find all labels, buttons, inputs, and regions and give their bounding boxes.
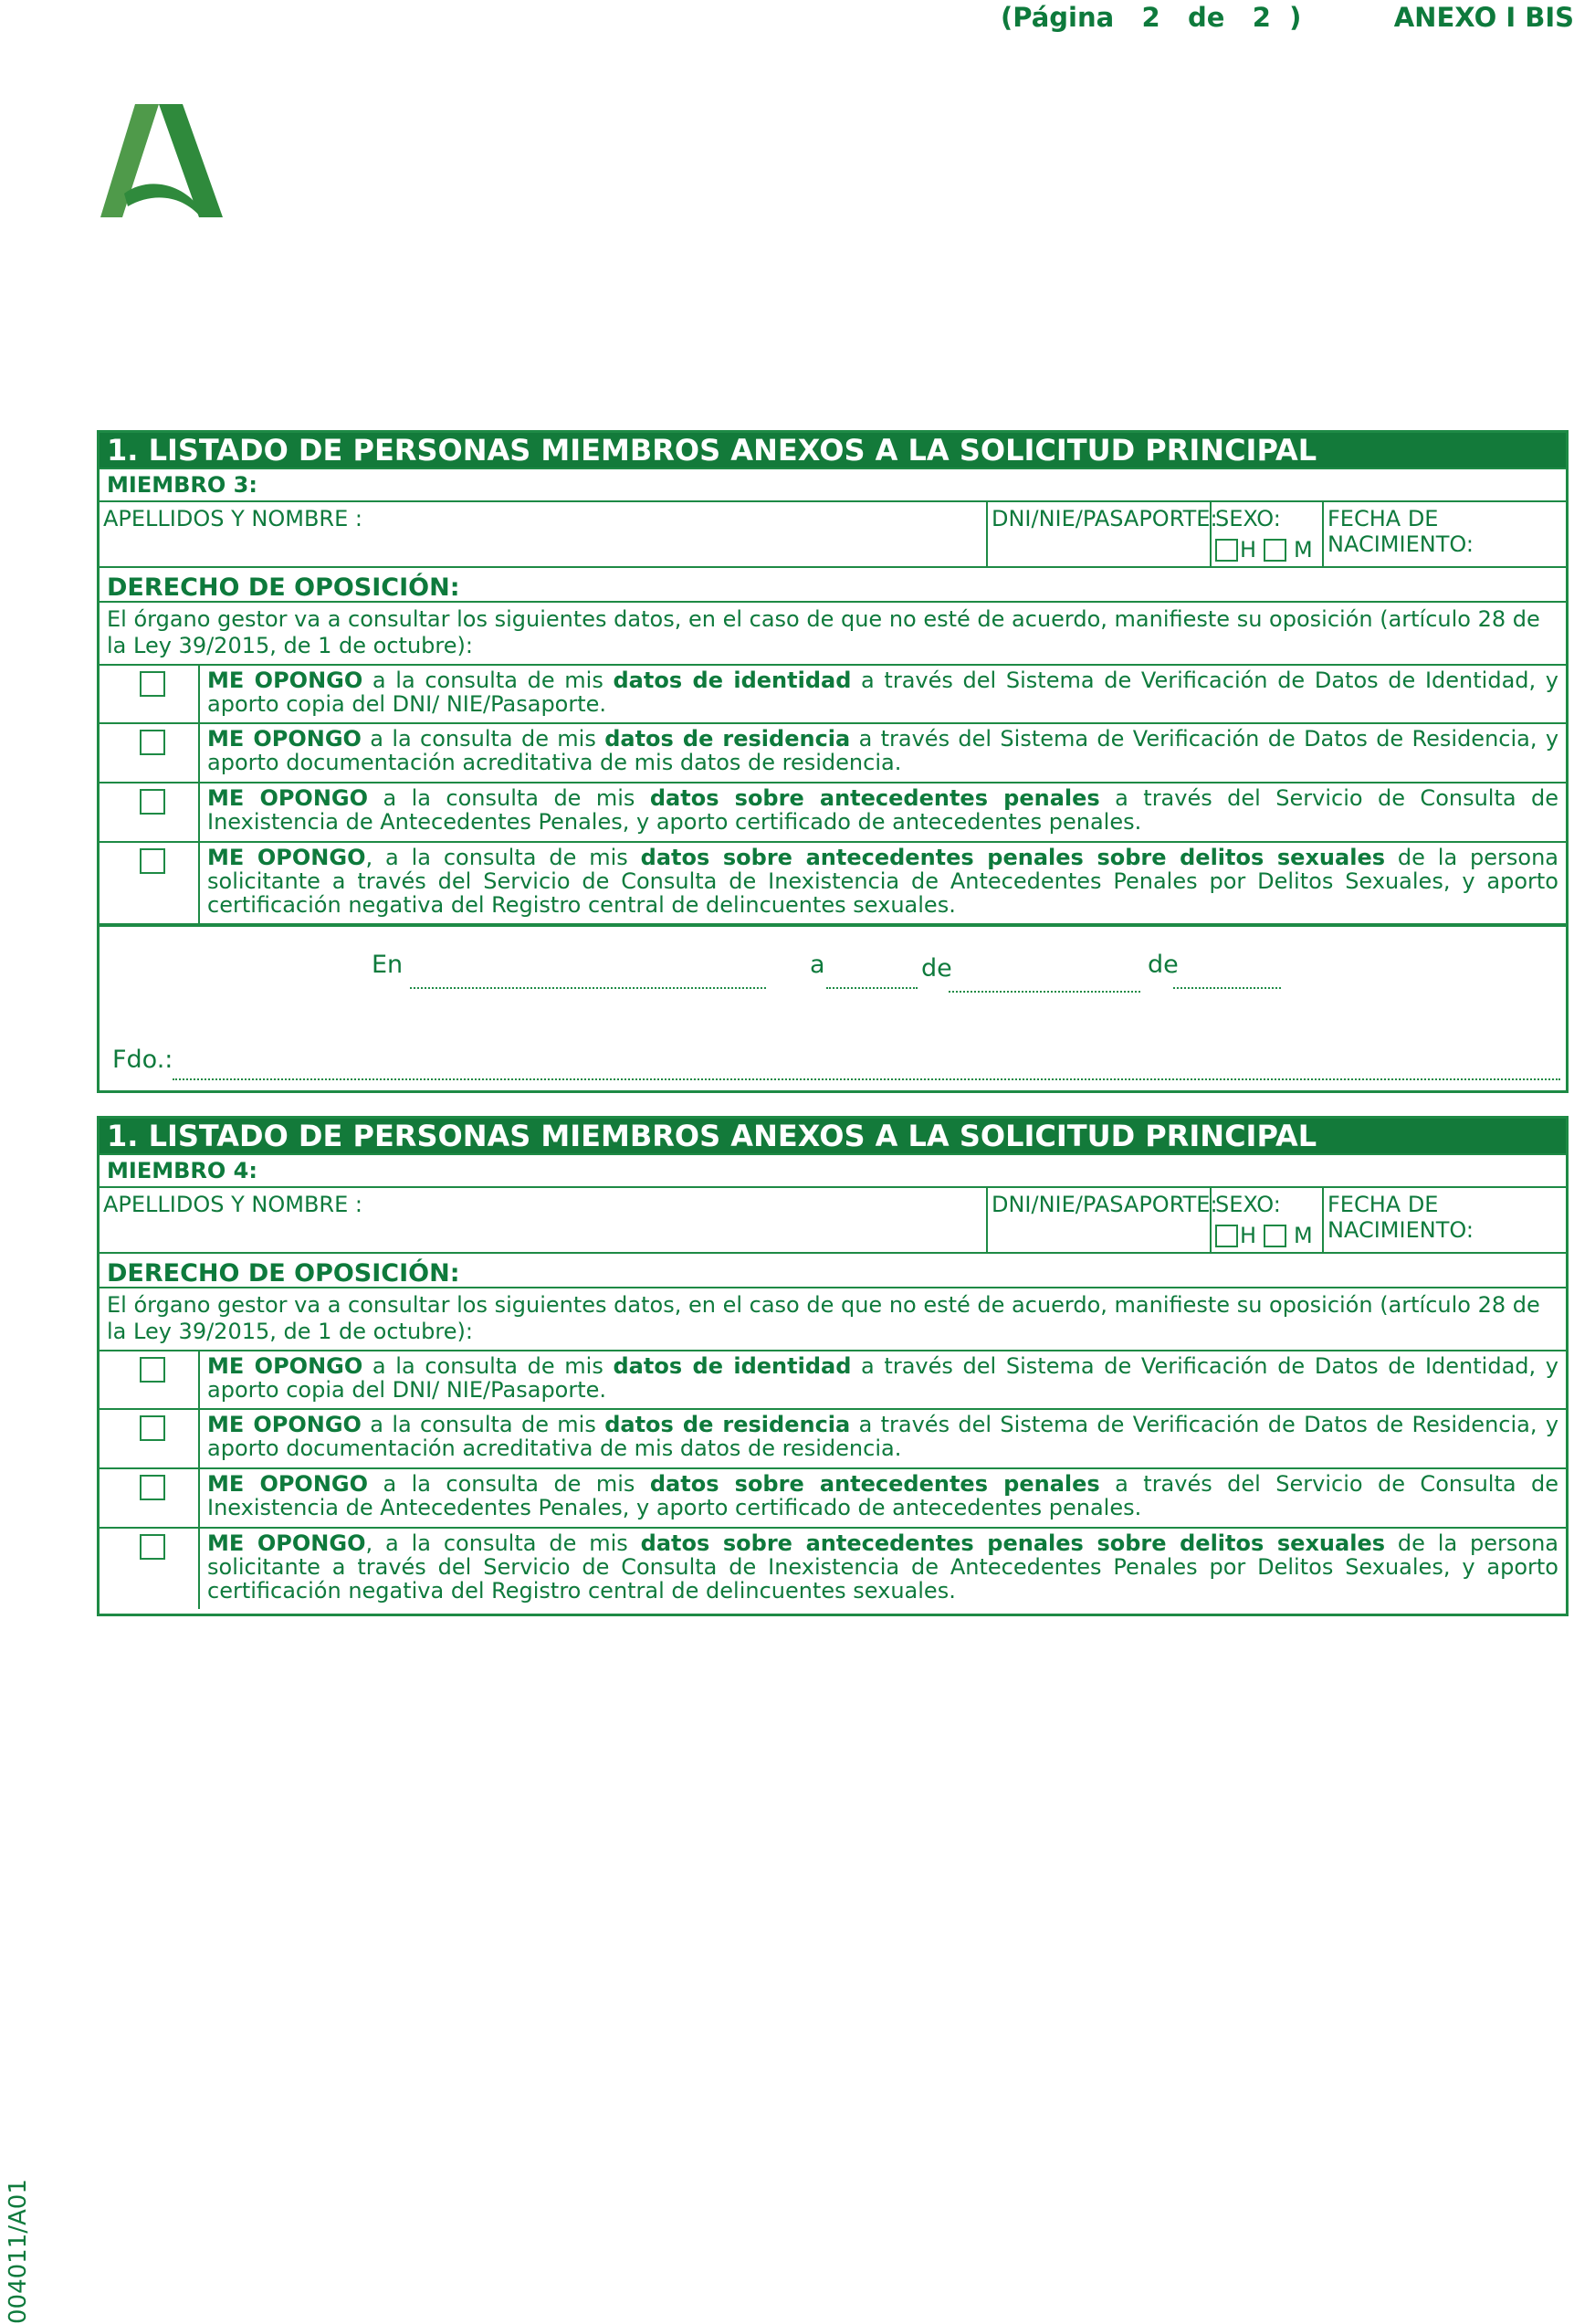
name-field[interactable]	[100, 502, 988, 566]
option-text	[200, 1469, 1566, 1527]
dni-label: DNI/NIE/PASAPORTE:	[992, 1192, 1218, 1217]
option-text-part: a la consulta de mis	[361, 1412, 605, 1437]
name-label: APELLIDOS Y NOMBRE :	[103, 506, 362, 531]
opposition-option-identity	[100, 1351, 1566, 1410]
junta-de-andalucia-logo	[100, 104, 223, 217]
opposition-title: DERECHO DE OPOSICIÓN:	[100, 568, 1566, 603]
place-label: En	[372, 951, 404, 979]
option-bold: datos sobre antecedentes penales sobre delitos sexuales	[640, 1530, 1385, 1556]
name-field[interactable]	[100, 1188, 988, 1252]
option-text-part: , a la consulta de mis	[365, 845, 641, 870]
option-bold: datos de residencia	[604, 1412, 851, 1437]
option-checkbox-cell	[100, 1351, 200, 1408]
option-text-part: a través del Servicio de Consulta de Inexistencia de Antecedentes Penales, y aporto certificado de antecedentes penales.	[207, 1471, 1559, 1520]
option-text-part: a través del Servicio de Consulta de Inexistencia de Antecedentes Penales, y aporto certificado de antecedentes penales.	[207, 785, 1559, 835]
member-label: MIEMBRO 3:	[100, 468, 1566, 502]
option-bold: ME OPONGO	[207, 1412, 362, 1437]
opposition-option-residence	[100, 724, 1566, 783]
option-bold: datos de identidad	[613, 668, 852, 693]
opposition-checkbox[interactable]	[140, 671, 165, 697]
option-checkbox-cell	[100, 1529, 200, 1609]
sex-m-checkbox[interactable]	[1264, 539, 1286, 562]
option-bold: ME OPONGO	[207, 726, 362, 752]
member-4-section	[97, 1116, 1569, 1616]
option-text-part: a la consulta de mis	[362, 1353, 614, 1379]
opposition-option-penal	[100, 783, 1566, 843]
month-label: de	[921, 954, 952, 983]
option-checkbox-cell	[100, 1469, 200, 1527]
option-bold: ME OPONGO	[207, 785, 369, 811]
opposition-intro: El órgano gestor va a consultar los siguientes datos, en el caso de que no esté de acuerdo, manifieste su oposición (artículo 28 de la Ley 39/2015, de 1 de octubre):	[100, 603, 1566, 666]
option-bold: ME OPONGO	[207, 1530, 366, 1556]
option-text-part: a la consulta de mis	[368, 785, 650, 811]
form-code: 004011/A01	[5, 2179, 32, 2324]
option-checkbox-cell	[100, 783, 200, 841]
dni-field[interactable]	[988, 1188, 1218, 1252]
option-bold: ME OPONGO	[207, 845, 366, 870]
sex-m-checkbox[interactable]	[1264, 1225, 1286, 1247]
sex-label: SEXO:	[1215, 506, 1281, 531]
opposition-title: DERECHO DE OPOSICIÓN:	[100, 1254, 1566, 1288]
year-label: de	[1148, 951, 1179, 979]
option-bold: datos sobre antecedentes penales	[649, 1471, 1100, 1497]
opposition-option-penal	[100, 1469, 1566, 1529]
member-label: MIEMBRO 4:	[100, 1153, 1566, 1188]
opposition-option-residence	[100, 1410, 1566, 1469]
option-text-part: de la persona solicitante a través del Servicio de Consulta de Inexistencia de Antecedentes Penales por Delitos Sexuales, y aporto certificación negativa del Registro central de delincuentes sexuales.	[207, 1530, 1559, 1604]
option-checkbox-cell	[100, 666, 200, 722]
page-close-paren: )	[1289, 2, 1302, 33]
option-text	[200, 1529, 1566, 1609]
option-bold: datos sobre antecedentes penales sobre delitos sexuales	[640, 845, 1385, 870]
option-text-part: a la consulta de mis	[361, 726, 605, 752]
option-checkbox-cell	[100, 843, 200, 923]
opposition-checkbox[interactable]	[140, 730, 165, 755]
option-checkbox-cell	[100, 1410, 200, 1467]
page-total: 2	[1252, 2, 1271, 33]
option-bold: ME OPONGO	[207, 1471, 369, 1497]
option-text-part: de la persona solicitante a través del Servicio de Consulta de Inexistencia de Antecedentes Penales por Delitos Sexuales, y aporto certificación negativa del Registro central de delincuentes sexuales.	[207, 845, 1559, 918]
sex-m-label: M	[1294, 537, 1313, 563]
section-title: 1. LISTADO DE PERSONAS MIEMBROS ANEXOS A LA SOLICITUD PRINCIPAL	[100, 433, 1566, 468]
identity-row	[100, 502, 1566, 568]
month-input[interactable]	[949, 991, 1140, 993]
sex-m-label: M	[1294, 1223, 1313, 1248]
option-bold: datos sobre antecedentes penales	[649, 785, 1100, 811]
opposition-option-sexual-offenses	[100, 1529, 1566, 1609]
sex-label: SEXO:	[1215, 1192, 1281, 1217]
page-counter	[1001, 2, 1301, 33]
option-text	[200, 1351, 1566, 1408]
opposition-checkbox[interactable]	[140, 848, 165, 874]
option-bold: ME OPONGO	[207, 1353, 363, 1379]
signed-label: Fdo.:	[112, 1046, 173, 1074]
opposition-checkbox[interactable]	[140, 1534, 165, 1560]
option-bold: datos de identidad	[613, 1353, 852, 1379]
option-text	[200, 666, 1566, 722]
option-checkbox-cell	[100, 724, 200, 782]
opposition-checkbox[interactable]	[140, 1357, 165, 1383]
section-title: 1. LISTADO DE PERSONAS MIEMBROS ANEXOS A LA SOLICITUD PRINCIPAL	[100, 1119, 1566, 1153]
name-label: APELLIDOS Y NOMBRE :	[103, 1192, 362, 1217]
sex-field	[1212, 502, 1324, 566]
page-of-label: de	[1188, 2, 1225, 33]
option-text-part: a través del Sistema de Verificación de Datos de Residencia, y aporto documentación acreditativa de mis datos de residencia.	[207, 726, 1559, 775]
year-input[interactable]	[1173, 987, 1281, 989]
option-text	[200, 783, 1566, 841]
option-bold: datos de residencia	[604, 726, 851, 752]
birthdate-label: FECHA DE NACIMIENTO:	[1327, 1192, 1474, 1243]
opposition-option-identity	[100, 666, 1566, 724]
page-number: 2	[1141, 2, 1160, 33]
birthdate-field[interactable]	[1324, 1188, 1566, 1252]
dni-label: DNI/NIE/PASAPORTE:	[992, 506, 1218, 531]
sex-h-label: H	[1240, 537, 1257, 563]
identity-row	[100, 1188, 1566, 1254]
option-text-part: a través del Sistema de Verificación de Datos de Identidad, y aporto copia del DNI/ NIE/Pasaporte.	[207, 1353, 1559, 1403]
member-3-section	[97, 430, 1569, 1093]
signature-area	[100, 925, 1566, 1089]
annex-label: ANEXO I BIS	[1393, 2, 1574, 33]
birthdate-field[interactable]	[1324, 502, 1566, 566]
sex-h-label: H	[1240, 1223, 1257, 1248]
option-text-part: a través del Sistema de Verificación de Datos de Identidad, y aporto copia del DNI/ NIE/Pasaporte.	[207, 668, 1559, 717]
sex-h-checkbox[interactable]	[1215, 1225, 1238, 1247]
sex-h-checkbox[interactable]	[1215, 539, 1238, 562]
birthdate-label: FECHA DE NACIMIENTO:	[1327, 506, 1474, 557]
option-text-part: a la consulta de mis	[368, 1471, 650, 1497]
opposition-option-sexual-offenses	[100, 843, 1566, 925]
opposition-checkbox[interactable]	[140, 789, 165, 815]
option-text-part: a través del Sistema de Verificación de Datos de Residencia, y aporto documentación acreditativa de mis datos de residencia.	[207, 1412, 1559, 1461]
page-label: (Página	[1001, 2, 1115, 33]
option-text-part: , a la consulta de mis	[365, 1530, 641, 1556]
option-text	[200, 724, 1566, 782]
opposition-intro: El órgano gestor va a consultar los siguientes datos, en el caso de que no esté de acuerdo, manifieste su oposición (artículo 28 de la Ley 39/2015, de 1 de octubre):	[100, 1288, 1566, 1351]
dni-field[interactable]	[988, 502, 1218, 566]
opposition-checkbox[interactable]	[140, 1415, 165, 1441]
option-bold: ME OPONGO	[207, 668, 363, 693]
option-text	[200, 1410, 1566, 1467]
day-label: a	[810, 951, 825, 979]
option-text-part: a la consulta de mis	[362, 668, 614, 693]
opposition-checkbox[interactable]	[140, 1475, 165, 1500]
option-text	[200, 843, 1566, 923]
signature-input[interactable]	[173, 1078, 1560, 1080]
sex-field	[1212, 1188, 1324, 1252]
day-input[interactable]	[826, 987, 918, 989]
place-input[interactable]	[410, 987, 766, 989]
